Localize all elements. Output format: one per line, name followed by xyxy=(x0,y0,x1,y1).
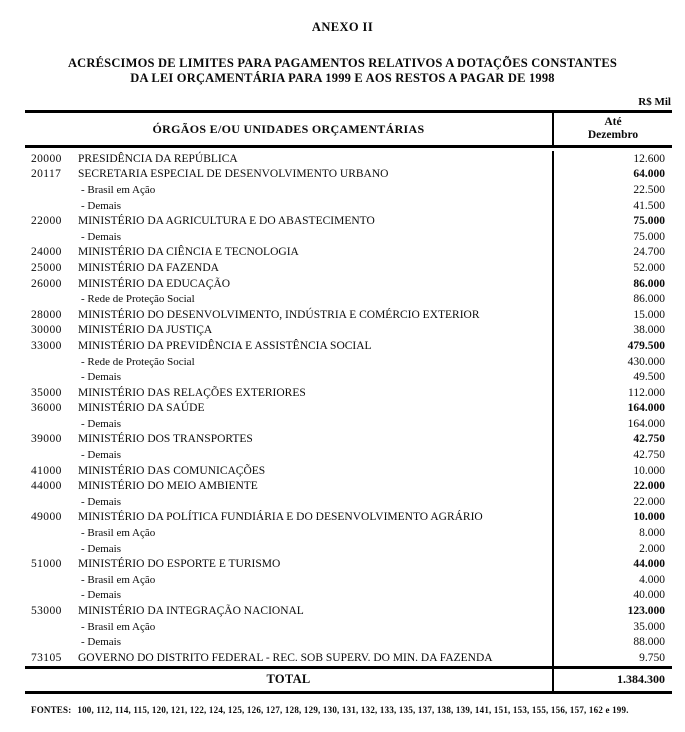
row-left-cell xyxy=(25,182,552,198)
unit-label: R$ Mil xyxy=(638,96,671,108)
row-name: MINISTÉRIO DO ESPORTE E TURISMO xyxy=(78,558,281,571)
table-row xyxy=(25,401,672,417)
row-left-cell xyxy=(25,151,552,167)
column-header-until-december xyxy=(552,113,672,145)
row-code: 33000 xyxy=(31,339,62,352)
row-code: 28000 xyxy=(31,308,62,321)
row-left-cell xyxy=(25,213,552,229)
row-name: MINISTÉRIO DA PREVIDÊNCIA E ASSISTÊNCIA SOCIAL xyxy=(78,339,372,352)
row-name: MINISTÉRIO DAS RELAÇÕES EXTERIORES xyxy=(78,386,306,399)
row-value: 15.000 xyxy=(552,307,672,323)
sources-note xyxy=(31,705,685,715)
table-row xyxy=(25,494,672,510)
row-code: 20117 xyxy=(31,168,62,181)
row-left-cell xyxy=(25,432,552,448)
column-header-until: Até xyxy=(604,116,622,128)
row-value: 22.000 xyxy=(552,494,672,510)
row-code: 25000 xyxy=(31,261,62,274)
row-name: MINISTÉRIO DA INTEGRAÇÃO NACIONAL xyxy=(78,605,304,618)
table-row xyxy=(25,510,672,526)
row-value: 24.700 xyxy=(552,245,672,261)
row-left-cell xyxy=(25,401,552,417)
row-code: 41000 xyxy=(31,464,62,477)
row-name: MINISTÉRIO DOS TRANSPORTES xyxy=(78,433,253,446)
row-name: SECRETARIA ESPECIAL DE DESENVOLVIMENTO URBANO xyxy=(78,168,389,181)
row-code: 30000 xyxy=(31,324,62,337)
row-left-cell xyxy=(25,354,552,370)
row-left-cell xyxy=(25,525,552,541)
row-code: 73105 xyxy=(31,651,62,664)
table-row xyxy=(25,447,672,463)
row-value: 430.000 xyxy=(552,354,672,370)
row-left-cell xyxy=(25,619,552,635)
row-value: 52.000 xyxy=(552,260,672,276)
row-value: 22.500 xyxy=(552,182,672,198)
row-value: 2.000 xyxy=(552,541,672,557)
row-left-cell xyxy=(25,276,552,292)
row-left-cell xyxy=(25,338,552,354)
row-code: 51000 xyxy=(31,558,62,571)
sources-list: 100, 112, 114, 115, 120, 121, 122, 124, 125, 126, 127, 128, 129, 130, 131, 132, 133, 135, 137, 138, 139, 141, 151, 153, 155, 156, 157, 162 e 199. xyxy=(77,704,629,715)
budget-table xyxy=(25,110,672,694)
row-name: MINISTÉRIO DO DESENVOLVIMENTO, INDÚSTRIA E COMÉRCIO EXTERIOR xyxy=(78,308,480,321)
document-title xyxy=(10,56,675,86)
document-title-line1: ACRÉSCIMOS DE LIMITES PARA PAGAMENTOS RELATIVOS A DOTAÇÕES CONSTANTES xyxy=(67,56,618,70)
row-code: 53000 xyxy=(31,605,62,618)
row-name: MINISTÉRIO DA FAZENDA xyxy=(78,261,219,274)
row-code: 22000 xyxy=(31,215,62,228)
table-row xyxy=(25,432,672,448)
row-value: 42.750 xyxy=(552,447,672,463)
document-title-line2: DA LEI ORÇAMENTÁRIA PARA 1999 E AOS RESTOS A PAGAR DE 1998 xyxy=(130,71,555,85)
row-name: - Demais xyxy=(81,449,122,462)
row-left-cell xyxy=(25,369,552,385)
row-left-cell xyxy=(25,510,552,526)
table-row xyxy=(25,416,672,432)
table-row xyxy=(25,650,672,666)
row-value: 35.000 xyxy=(552,619,672,635)
row-value: 10.000 xyxy=(552,510,672,526)
row-left-cell xyxy=(25,260,552,276)
row-value: 38.000 xyxy=(552,323,672,339)
row-value: 164.000 xyxy=(552,401,672,417)
table-body xyxy=(25,148,672,666)
table-row xyxy=(25,245,672,261)
table-row xyxy=(25,307,672,323)
column-header-december: Dezembro xyxy=(587,129,639,141)
row-value: 49.500 xyxy=(552,369,672,385)
row-value: 8.000 xyxy=(552,525,672,541)
row-value: 75.000 xyxy=(552,229,672,245)
row-left-cell xyxy=(25,541,552,557)
row-value: 41.500 xyxy=(552,198,672,214)
table-row xyxy=(25,229,672,245)
row-left-cell xyxy=(25,650,552,666)
row-name: - Rede de Proteção Social xyxy=(81,293,195,306)
row-value: 40.000 xyxy=(552,588,672,604)
table-row xyxy=(25,198,672,214)
row-left-cell xyxy=(25,478,552,494)
row-name: - Rede de Proteção Social xyxy=(81,355,195,368)
row-left-cell xyxy=(25,307,552,323)
table-row xyxy=(25,634,672,650)
row-code: 39000 xyxy=(31,433,62,446)
row-left-cell xyxy=(25,494,552,510)
table-row xyxy=(25,182,672,198)
row-name: - Demais xyxy=(81,495,122,508)
row-value: 86.000 xyxy=(552,291,672,307)
row-code: 35000 xyxy=(31,386,62,399)
total-value: 1.384.300 xyxy=(552,669,672,691)
table-row xyxy=(25,213,672,229)
column-header-organs: ÓRGÃOS E/OU UNIDADES ORÇAMENTÁRIAS xyxy=(152,122,425,136)
table-row xyxy=(25,151,672,167)
row-value: 10.000 xyxy=(552,463,672,479)
row-value: 44.000 xyxy=(552,556,672,572)
table-row xyxy=(25,338,672,354)
table-row xyxy=(25,525,672,541)
row-name: - Demais xyxy=(81,199,122,212)
table-row xyxy=(25,541,672,557)
table-row xyxy=(25,385,672,401)
row-code: 44000 xyxy=(31,480,62,493)
row-left-cell xyxy=(25,572,552,588)
row-value: 4.000 xyxy=(552,572,672,588)
table-row xyxy=(25,323,672,339)
table-row xyxy=(25,588,672,604)
row-name: MINISTÉRIO DA JUSTIÇA xyxy=(78,324,213,337)
table-row xyxy=(25,572,672,588)
row-code: 36000 xyxy=(31,402,62,415)
row-code: 20000 xyxy=(31,152,62,165)
table-row xyxy=(25,463,672,479)
row-value: 64.000 xyxy=(552,167,672,183)
total-label: TOTAL xyxy=(266,672,311,687)
annex-title: ANEXO II xyxy=(311,20,374,34)
row-code: 24000 xyxy=(31,246,62,259)
row-value: 123.000 xyxy=(552,603,672,619)
row-value: 112.000 xyxy=(552,385,672,401)
row-left-cell xyxy=(25,634,552,650)
row-name: MINISTÉRIO DAS COMUNICAÇÕES xyxy=(78,464,266,477)
row-left-cell xyxy=(25,603,552,619)
row-name: - Brasil em Ação xyxy=(81,620,156,633)
row-value: 12.600 xyxy=(552,151,672,167)
row-name: MINISTÉRIO DA CIÊNCIA E TECNOLOGIA xyxy=(78,246,299,259)
table-row xyxy=(25,354,672,370)
row-value: 88.000 xyxy=(552,634,672,650)
row-name: MINISTÉRIO DA POLÍTICA FUNDIÁRIA E DO DESENVOLVIMENTO AGRÁRIO xyxy=(78,511,483,524)
row-name: MINISTÉRIO DA SAÚDE xyxy=(78,402,205,415)
row-value: 75.000 xyxy=(552,213,672,229)
row-left-cell xyxy=(25,245,552,261)
table-row xyxy=(25,369,672,385)
row-left-cell xyxy=(25,588,552,604)
row-name: - Demais xyxy=(81,371,122,384)
row-name: - Brasil em Ação xyxy=(81,527,156,540)
table-row xyxy=(25,276,672,292)
row-left-cell xyxy=(25,463,552,479)
row-name: - Brasil em Ação xyxy=(81,573,156,586)
table-row xyxy=(25,291,672,307)
row-name: MINISTÉRIO DA AGRICULTURA E DO ABASTECIMENTO xyxy=(78,215,375,228)
row-name: MINISTÉRIO DO MEIO AMBIENTE xyxy=(78,480,258,493)
row-name: MINISTÉRIO DA EDUCAÇÃO xyxy=(78,277,231,290)
row-left-cell xyxy=(25,323,552,339)
row-name: - Demais xyxy=(81,417,122,430)
table-row xyxy=(25,260,672,276)
row-name: - Demais xyxy=(81,636,122,649)
sources-label: FONTES: xyxy=(31,704,72,715)
row-name: PRESIDÊNCIA DA REPÚBLICA xyxy=(78,152,238,165)
row-name: - Demais xyxy=(81,589,122,602)
row-left-cell xyxy=(25,229,552,245)
table-row xyxy=(25,556,672,572)
row-left-cell xyxy=(25,416,552,432)
row-left-cell xyxy=(25,167,552,183)
row-value: 9.750 xyxy=(552,650,672,666)
row-value: 164.000 xyxy=(552,416,672,432)
row-code: 26000 xyxy=(31,277,62,290)
row-left-cell xyxy=(25,198,552,214)
row-code: 49000 xyxy=(31,511,62,524)
row-value: 86.000 xyxy=(552,276,672,292)
row-left-cell xyxy=(25,556,552,572)
row-name: GOVERNO DO DISTRITO FEDERAL - REC. SOB SUPERV. DO MIN. DA FAZENDA xyxy=(78,651,493,664)
table-row xyxy=(25,619,672,635)
table-row xyxy=(25,603,672,619)
table-row xyxy=(25,478,672,494)
row-name: - Demais xyxy=(81,230,122,243)
row-left-cell xyxy=(25,291,552,307)
row-left-cell xyxy=(25,447,552,463)
row-value: 42.750 xyxy=(552,432,672,448)
row-value: 479.500 xyxy=(552,338,672,354)
row-value: 22.000 xyxy=(552,478,672,494)
row-left-cell xyxy=(25,385,552,401)
table-row xyxy=(25,167,672,183)
total-row xyxy=(25,666,672,694)
row-name: - Demais xyxy=(81,542,122,555)
table-header-row xyxy=(25,113,672,148)
row-name: - Brasil em Ação xyxy=(81,183,156,196)
